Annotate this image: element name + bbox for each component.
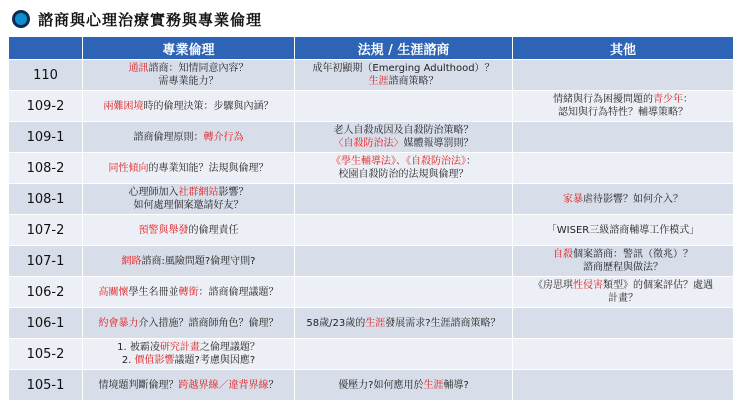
cell-text: 之倫理議題？ bbox=[199, 342, 260, 353]
cell-text: 諮商：知情同意內容？ bbox=[148, 63, 249, 74]
highlight-text: 自殺 bbox=[553, 249, 573, 260]
highlight-text: 高關懷 bbox=[98, 286, 129, 298]
year-cell: 106-2 bbox=[9, 277, 83, 308]
cell-text: 2. bbox=[121, 355, 135, 366]
cell-text: 介入措施？諮商師角色？倫理？ bbox=[138, 317, 279, 329]
highlight-text: 價值影響 bbox=[134, 355, 175, 366]
cell-text: 老人自殺成因及自殺防治策略？ bbox=[333, 125, 474, 136]
cell-text: 「WISER bbox=[546, 224, 590, 236]
cell-line bbox=[87, 131, 290, 144]
cell-line bbox=[87, 199, 290, 212]
highlight-text: 生涯 bbox=[368, 76, 389, 87]
other-cell bbox=[513, 91, 734, 122]
cell-text: 諮商倫理原則： bbox=[133, 131, 204, 143]
cell-line bbox=[87, 317, 290, 330]
cell-line bbox=[299, 75, 508, 88]
cell-text: 成年初顯期（Emerging Adulthood）？ bbox=[312, 63, 495, 74]
cell-line bbox=[87, 379, 290, 392]
cell-text: 諮商策略？ bbox=[388, 76, 439, 87]
cell-line bbox=[517, 261, 729, 274]
cell-text: 學生名冊並 bbox=[128, 286, 179, 298]
law-cell bbox=[295, 339, 513, 370]
ethics-cell bbox=[83, 308, 295, 339]
cell-line bbox=[517, 248, 729, 261]
ethics-cell bbox=[83, 60, 295, 91]
ethics-cell bbox=[83, 122, 295, 153]
cell-text: 認知與行為特性？輔導策略？ bbox=[558, 107, 688, 118]
table-row bbox=[9, 215, 734, 246]
cell-line bbox=[87, 186, 290, 199]
cell-text: 1. 被霸凌 bbox=[117, 342, 160, 353]
cell-text: 心理師加入 bbox=[128, 187, 179, 198]
highlight-text: 《學生輔導法》、《自殺防治法》 bbox=[331, 156, 466, 167]
cell-line bbox=[87, 224, 290, 237]
ethics-cell bbox=[83, 153, 295, 184]
cell-line bbox=[517, 224, 729, 237]
ethics-cell bbox=[83, 91, 295, 122]
highlight-text: 青少年 bbox=[653, 94, 683, 105]
ethics-cell bbox=[83, 339, 295, 370]
table-row bbox=[9, 339, 734, 370]
highlight-text: 社群網站 bbox=[178, 187, 219, 198]
law-cell bbox=[295, 91, 513, 122]
cell-line bbox=[87, 255, 290, 268]
law-cell bbox=[295, 370, 513, 401]
table-row bbox=[9, 184, 734, 215]
cell-line bbox=[517, 93, 729, 106]
law-cell bbox=[295, 215, 513, 246]
cell-text: 優壓力?如何應用於 bbox=[338, 379, 424, 391]
ethics-cell bbox=[83, 184, 295, 215]
highlight-text: 兩難困境 bbox=[103, 100, 144, 112]
other-cell bbox=[513, 184, 734, 215]
year-cell: 110 bbox=[9, 60, 83, 91]
year-cell: 105-1 bbox=[9, 370, 83, 401]
other-cell bbox=[513, 60, 734, 91]
year-cell: 105-2 bbox=[9, 339, 83, 370]
header-other: 其他 bbox=[513, 37, 734, 60]
table-row bbox=[9, 277, 734, 308]
highlight-text: 通訊 bbox=[128, 63, 149, 74]
cell-line bbox=[299, 124, 508, 137]
other-cell bbox=[513, 277, 734, 308]
highlight-text: 生涯 bbox=[365, 317, 386, 329]
cell-text: 情境題判斷倫理？ bbox=[98, 379, 179, 391]
cell-line bbox=[87, 62, 290, 75]
cell-text: 計畫？ bbox=[608, 293, 638, 304]
cell-line bbox=[87, 100, 290, 113]
cell-text: 的倫理責任 bbox=[188, 224, 239, 236]
highlight-text: 跨越界線／違背界線 bbox=[178, 379, 269, 391]
cell-text: 如何處理個案邀請好友？ bbox=[133, 200, 244, 211]
other-cell bbox=[513, 122, 734, 153]
header-law-career: 法規 / 生涯諮商 bbox=[295, 37, 513, 60]
cell-text: 校園自殺防治的法規與倫理？ bbox=[338, 169, 469, 180]
other-cell bbox=[513, 215, 734, 246]
cell-text: 需專業能力？ bbox=[158, 76, 219, 87]
other-cell bbox=[513, 339, 734, 370]
cell-line bbox=[517, 292, 729, 305]
cell-text: 議題?考慮與因應? bbox=[174, 355, 256, 366]
cell-line bbox=[517, 279, 729, 292]
table-header-row bbox=[9, 37, 734, 60]
ethics-cell bbox=[83, 215, 295, 246]
cell-line bbox=[299, 62, 508, 75]
law-cell bbox=[295, 308, 513, 339]
cell-line bbox=[517, 193, 729, 206]
ethics-cell bbox=[83, 246, 295, 277]
year-cell: 109-2 bbox=[9, 91, 83, 122]
cell-text: 影響？ bbox=[218, 187, 249, 198]
highlight-text: 研究計畫 bbox=[159, 342, 200, 353]
highlight-text: 性侵害 bbox=[573, 280, 603, 291]
highlight-text: 預警與舉發 bbox=[138, 224, 189, 236]
other-cell bbox=[513, 370, 734, 401]
cell-text: 諮商:風險問題?倫理守則? bbox=[141, 255, 256, 267]
year-cell: 107-2 bbox=[9, 215, 83, 246]
cell-text: ？ bbox=[268, 379, 279, 391]
year-cell: 108-1 bbox=[9, 184, 83, 215]
cell-text: ： bbox=[683, 94, 693, 105]
cell-text: 的專業知能？法規與倫理？ bbox=[148, 162, 269, 174]
exam-topics-table bbox=[8, 36, 734, 401]
cell-line bbox=[299, 137, 508, 150]
law-cell bbox=[295, 60, 513, 91]
cell-text: 情緒與行為困擾問題的 bbox=[553, 94, 653, 105]
cell-line bbox=[87, 341, 290, 354]
ethics-cell bbox=[83, 277, 295, 308]
cell-text: 虐待影響？如何介入？ bbox=[583, 193, 683, 205]
highlight-text: 〈自殺防治法〉 bbox=[333, 138, 404, 149]
cell-text: 媒體報導罰則？ bbox=[403, 138, 474, 149]
highlight-text: 家暴 bbox=[563, 193, 583, 205]
year-cell: 109-1 bbox=[9, 122, 83, 153]
header-year bbox=[9, 37, 83, 60]
cell-text: 三級諮商輔導工作模式」 bbox=[589, 224, 700, 236]
title-bar bbox=[12, 6, 262, 32]
table-row bbox=[9, 122, 734, 153]
cell-text: 時的倫理決策：步驟與內涵？ bbox=[143, 100, 274, 112]
cell-line bbox=[299, 155, 508, 168]
cell-line bbox=[299, 168, 508, 181]
cell-text: 輔導? bbox=[443, 379, 469, 391]
table-row bbox=[9, 308, 734, 339]
law-cell bbox=[295, 246, 513, 277]
table-row bbox=[9, 60, 734, 91]
cell-line bbox=[87, 162, 290, 175]
page-title: 諮商與心理治療實務與專業倫理 bbox=[38, 10, 263, 29]
cell-line bbox=[517, 106, 729, 119]
highlight-text: 同性傾向 bbox=[108, 162, 149, 174]
highlight-text: 轉銜 bbox=[178, 286, 199, 298]
cell-line bbox=[299, 317, 508, 330]
cell-text: 《房思琪 bbox=[533, 280, 573, 291]
table-row bbox=[9, 153, 734, 184]
table-row bbox=[9, 370, 734, 401]
highlight-text: 網路 bbox=[121, 255, 142, 267]
cell-text: 發展需求?生涯諮商策略？ bbox=[385, 317, 501, 329]
cell-text: 類型》的個案評估？處遇 bbox=[603, 280, 713, 291]
year-cell: 107-1 bbox=[9, 246, 83, 277]
cell-line bbox=[87, 286, 290, 299]
law-cell bbox=[295, 277, 513, 308]
cell-text: 個案諮商：警訊（徵兆）？ bbox=[573, 249, 693, 260]
header-ethics: 專業倫理 bbox=[83, 37, 295, 60]
other-cell bbox=[513, 246, 734, 277]
cell-text: 諮商歷程與做法？ bbox=[583, 262, 663, 273]
cell-line bbox=[87, 75, 290, 88]
cell-text: ： bbox=[466, 156, 476, 167]
table-row bbox=[9, 91, 734, 122]
circle-bullet-icon bbox=[12, 10, 30, 28]
highlight-text: 轉介行為 bbox=[203, 131, 244, 143]
highlight-text: 生涯 bbox=[423, 379, 444, 391]
law-cell bbox=[295, 122, 513, 153]
ethics-cell bbox=[83, 370, 295, 401]
year-cell: 106-1 bbox=[9, 308, 83, 339]
cell-line bbox=[87, 354, 290, 367]
law-cell bbox=[295, 184, 513, 215]
other-cell bbox=[513, 153, 734, 184]
table-row bbox=[9, 246, 734, 277]
cell-text: ：諮商倫理議題？ bbox=[198, 286, 279, 298]
highlight-text: 約會暴力 bbox=[98, 317, 139, 329]
year-cell: 108-2 bbox=[9, 153, 83, 184]
law-cell bbox=[295, 153, 513, 184]
other-cell bbox=[513, 308, 734, 339]
cell-text: 58歲/23歲的 bbox=[306, 317, 366, 329]
table-body bbox=[9, 60, 734, 401]
cell-line bbox=[299, 379, 508, 392]
